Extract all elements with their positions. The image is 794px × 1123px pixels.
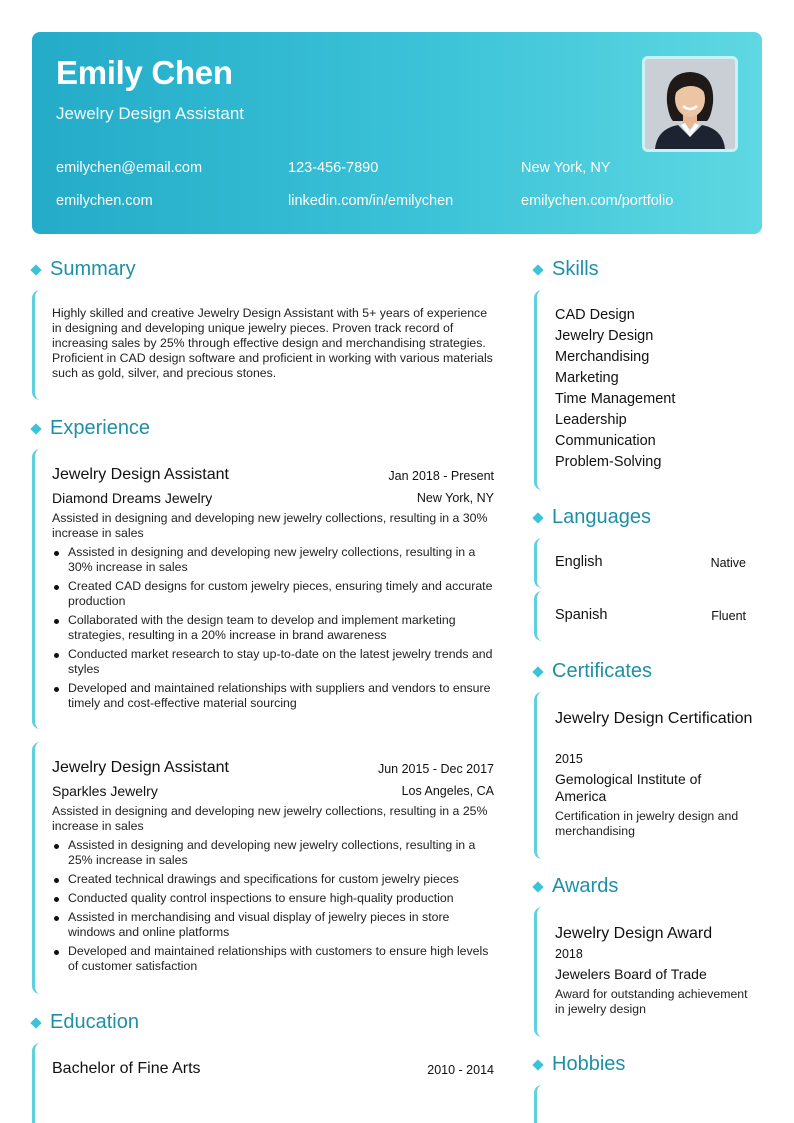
certificates-heading xyxy=(532,660,652,683)
skills-heading xyxy=(532,258,599,281)
job-location: New York, NY xyxy=(416,491,494,505)
hobbies-title: Hobbies xyxy=(552,1053,626,1075)
education-degree: Bachelor of Fine Arts xyxy=(52,1060,201,1077)
certificate-year: 2015 xyxy=(555,752,583,766)
job-intro: Assisted in designing and developing new jewelry collections, resulting in a 25% increase in sales xyxy=(52,804,488,833)
contact-location: New York, NY xyxy=(521,160,611,176)
education-block xyxy=(32,1043,498,1123)
profile-photo xyxy=(642,56,738,152)
award-description: Award for outstanding achievement in jewelry design xyxy=(555,987,748,1016)
education-title: Education xyxy=(50,1011,139,1033)
job-title: Jewelry Design Assistant xyxy=(52,759,229,776)
diamond-icon xyxy=(532,881,543,892)
resume-header xyxy=(32,32,762,234)
language-level: Fluent xyxy=(711,609,746,623)
skill-item: Merchandising xyxy=(555,349,650,365)
summary-text: Highly skilled and creative Jewelry Design Assistant with 5+ years of experience in designing and developing unique jewelry pieces. Proven track record of increasing sales by 25% through effective design and merchandising strategies. Proficient in CAD design software and proficient in working with various materials such as gold, silver, and precious stones. xyxy=(52,306,493,380)
languages-title: Languages xyxy=(552,506,651,528)
certificate-issuer: Gemological Institute of America xyxy=(555,771,702,804)
languages-heading xyxy=(532,506,651,529)
job-dates: Jun 2015 - Dec 2017 xyxy=(377,762,494,776)
education-dates: 2010 - 2014 xyxy=(427,1063,494,1077)
diamond-icon xyxy=(532,666,543,677)
language-level: Native xyxy=(710,556,746,570)
diamond-icon xyxy=(532,264,543,275)
list-item: Created CAD designs for custom jewelry pieces, ensuring timely and accurate production xyxy=(52,579,494,609)
avatar-icon xyxy=(645,59,735,149)
skill-item: CAD Design xyxy=(555,307,635,323)
list-item: Developed and maintained relationships with customers to ensure high levels of customer satisfaction xyxy=(52,944,494,974)
experience-title: Experience xyxy=(50,417,151,439)
list-item: Assisted in designing and developing new jewelry collections, resulting in a 25% increase in sales xyxy=(52,838,494,868)
diamond-icon xyxy=(532,1059,543,1070)
diamond-icon xyxy=(30,1017,41,1028)
diamond-icon xyxy=(30,423,41,434)
skill-item: Communication xyxy=(555,433,656,449)
skills-title: Skills xyxy=(552,258,599,280)
contact-portfolio[interactable]: emilychen.com/portfolio xyxy=(521,193,674,209)
job-company: Diamond Dreams Jewelry xyxy=(52,490,213,506)
list-item: Conducted market research to stay up-to-date on the latest jewelry trends and styles xyxy=(52,647,494,677)
skill-item: Jewelry Design xyxy=(555,328,654,344)
contact-email[interactable]: emilychen@email.com xyxy=(56,160,203,176)
education-heading xyxy=(30,1011,139,1034)
contact-website[interactable]: emilychen.com xyxy=(56,193,153,209)
hobbies-block xyxy=(534,1085,762,1123)
list-item: Assisted in merchandising and visual display of jewelry pieces in store windows and online platforms xyxy=(52,910,494,940)
diamond-icon xyxy=(30,264,41,275)
diamond-icon xyxy=(532,512,543,523)
language-name: Spanish xyxy=(555,607,608,623)
summary-title: Summary xyxy=(50,258,136,280)
award-issuer: Jewelers Board of Trade xyxy=(555,966,707,982)
candidate-role: Jewelry Design Assistant xyxy=(56,104,245,123)
certificate-name: Jewelry Design Certification xyxy=(555,710,753,727)
hobbies-heading xyxy=(532,1053,625,1076)
certificate-description: Certification in jewelry design and merchandising xyxy=(555,809,739,838)
candidate-name: Emily Chen xyxy=(56,54,233,91)
contact-phone[interactable]: 123-456-7890 xyxy=(288,160,379,176)
awards-title: Awards xyxy=(552,875,619,897)
job-company: Sparkles Jewelry xyxy=(52,783,158,799)
list-item: Conducted quality control inspections to ensure high-quality production xyxy=(52,891,494,906)
list-item: Collaborated with the design team to develop and implement marketing strategies, resulting in a 20% increase in brand awareness xyxy=(52,613,494,643)
skill-item: Marketing xyxy=(555,370,619,386)
skill-item: Leadership xyxy=(555,412,627,428)
list-item: Created technical drawings and specifications for custom jewelry pieces xyxy=(52,872,494,887)
list-item: Developed and maintained relationships with suppliers and vendors to ensure timely and cost-effective material sourcing xyxy=(52,681,494,711)
list-item: Assisted in designing and developing new jewelry collections, resulting in a 30% increase in sales xyxy=(52,545,494,575)
contact-linkedin[interactable]: linkedin.com/in/emilychen xyxy=(288,193,454,209)
award-name: Jewelry Design Award xyxy=(555,925,713,942)
skill-item: Problem-Solving xyxy=(555,454,662,470)
skills-list xyxy=(555,305,675,473)
skill-item: Time Management xyxy=(555,391,676,407)
certificates-title: Certificates xyxy=(552,660,653,682)
job-bullets xyxy=(52,838,494,978)
job-title: Jewelry Design Assistant xyxy=(52,466,229,483)
awards-heading xyxy=(532,875,618,898)
job-dates: Jan 2018 - Present xyxy=(388,469,494,483)
summary-heading xyxy=(30,258,136,281)
language-name: English xyxy=(555,554,603,570)
experience-heading xyxy=(30,417,150,440)
job-location: Los Angeles, CA xyxy=(401,784,494,798)
job-intro: Assisted in designing and developing new jewelry collections, resulting in a 30% increase in sales xyxy=(52,511,488,540)
award-year: 2018 xyxy=(555,947,583,961)
job-bullets xyxy=(52,545,494,715)
